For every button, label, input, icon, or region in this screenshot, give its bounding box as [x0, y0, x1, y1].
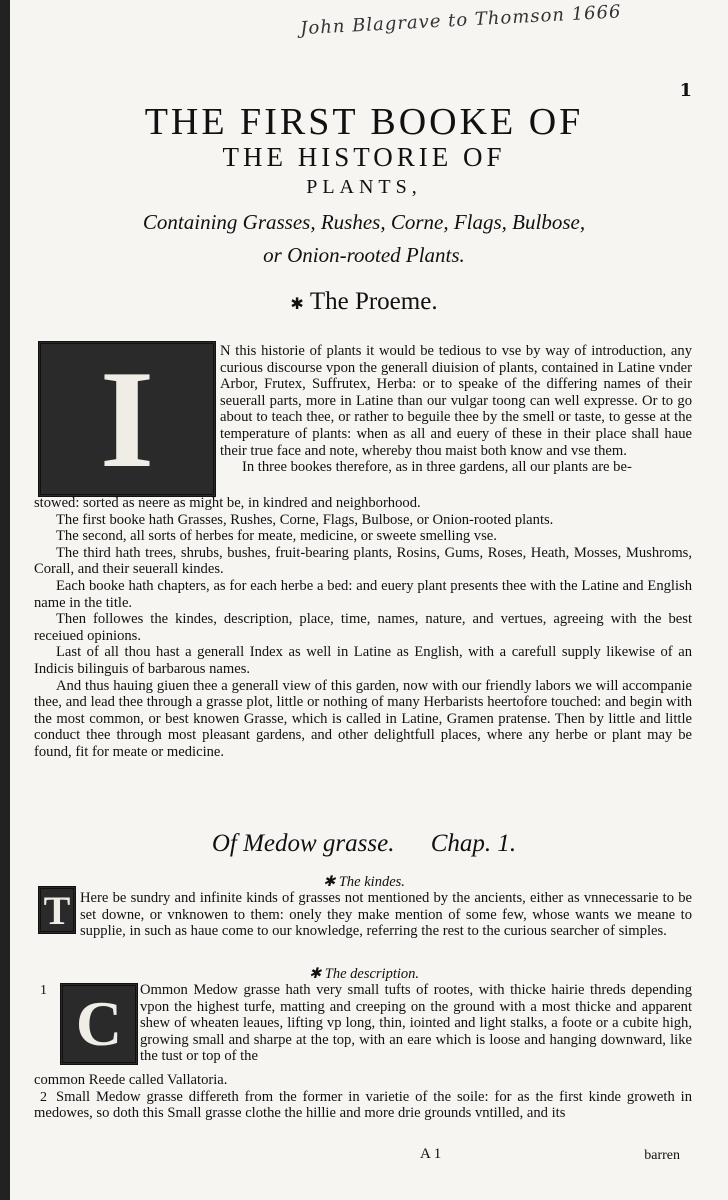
- description-paragraph: Ommon Medow grasse hath very small tufts of rootes, with thicke hairie threds depending vpon the highest turfe, matting and creeping on the ground with a most thicke and apparent shew of wheaten leaues, lifting vp long, thin, iointed and light stalks, a foote or a cubite high, growing small and sharpe at the top, with an eare which is loose and hanging downward, like the tust or top of the: [140, 982, 692, 1065]
- handwritten-note: John Blagrave to Thomson 1666: [299, 1, 622, 40]
- proeme-paragraph-1: [220, 343, 692, 476]
- proeme-text-4: The second, all sorts of herbes for meate, medicine, or sweete smelling vse.: [56, 528, 497, 545]
- title-line-1: THE FIRST BOOKE OF: [144, 101, 584, 143]
- item-number-2: 2: [40, 1090, 47, 1105]
- description-heading: ✱ The description.: [308, 966, 420, 982]
- asterisk-ornament-icon: ✱: [290, 296, 304, 313]
- subtitle-line-1: Containing Grasses, Rushes, Corne, Flags, Bulbose,: [142, 210, 586, 234]
- chapter-title: Of Medow grasse.: [211, 830, 395, 857]
- description-continuation: [34, 1072, 692, 1122]
- title-line-2: THE HISTORIE OF: [222, 142, 506, 172]
- proeme-paragraphs: [34, 495, 692, 761]
- proeme-text-9: And thus hauing giuen thee a generall view of this garden, now with our friendly labors we will accompanie thee, and lead thee through a grasse plot, little or nothing of many Herbarists heertofore touched: and begin with the most common, or best knowen Grasse, which is called in Latine, Gramen pratense. Then by little and little conduct thee through most pleasant gardens, and other delightfull places, where any herbe or plant may be found, fit for meate or medicine.: [34, 677, 692, 760]
- proeme-text-3: The first booke hath Grasses, Rushes, Corne, Flags, Bulbose, or Onion-rooted plants.: [56, 511, 554, 528]
- proeme-heading: [0, 288, 728, 316]
- proeme-text-5: The third hath trees, shrubs, bushes, fruit-bearing plants, Rosins, Gums, Roses, Heath, Mosses, Mushroms, Corall, and their seuerall kindes.: [34, 544, 692, 578]
- proeme-text-6: Each booke hath chapters, as for each herbe a bed: and euery plant presents thee with the Latine and English name in the title.: [34, 577, 692, 611]
- title-line-3: PLANTS,: [306, 176, 422, 198]
- chapter-number: Chap. 1.: [430, 830, 517, 857]
- proeme-text-2a: In three bookes therefore, as in three gardens, all our plants are be-: [242, 459, 632, 476]
- subtitle-line-2: or Onion-rooted Plants.: [263, 243, 465, 267]
- kindes-paragraph: Here be sundry and infinite kinds of grasses not mentioned by the ancients, either as vnnecessarie to be set downe, or vnknowen to them: onely they make mention of some few, whose wants we meane to supplie, in such as haue come to our knowledge, referring the rest to the curious searcher of simples.: [80, 890, 692, 940]
- page-number: 1: [679, 80, 692, 101]
- decorated-initial-T: T: [38, 886, 76, 934]
- proeme-text-8: Last of all thou hast a generall Index as well in Latine as English, with a carefull supply likewise of an Indicis bilinguis of barbarous names.: [34, 644, 692, 677]
- kindes-heading: ✱ The kindes.: [323, 874, 405, 890]
- decorated-initial-I: I: [38, 341, 216, 497]
- proeme-title: The Proeme.: [309, 288, 438, 315]
- small-grasse-paragraph: Small Medow grasse differeth from the former in varietie of the soile: for as the first kinde groweth in medowes, so doth this Small grasse clothe the hillie and more drie grounds vntilled, and its: [34, 1088, 692, 1122]
- item-number-1: 1: [40, 983, 47, 998]
- description-end: common Reede called Vallatoria.: [34, 1072, 228, 1088]
- chapter-heading: [0, 830, 728, 858]
- catchword: barren: [644, 1148, 680, 1163]
- proeme-text-1: N this historie of plants it would be tedious to vse by way of introduction, any curious discourse vpon the generall diuision of plants, contained in Latine vnder Arbor, Frutex, Suffrutex, Herba: or to speake of the differing names of their seuerall parts, more in Latine than our vulgar toong can well expresse. Or to go about to teach thee, or rather to beguile thee by the smell or taste, to gesse at the temperature of plants: when as all and euery of these in their place shall haue their true face and note, whereby thou maist both know and vse them.: [220, 343, 692, 459]
- decorated-initial-C: C: [60, 983, 138, 1065]
- signature-mark: A 1: [420, 1146, 442, 1162]
- proeme-text-7: Then followes the kindes, description, place, time, names, nature, and vertues, agreeing with the best receiued opinions.: [34, 611, 692, 644]
- proeme-text-2: stowed: sorted as neere as might be, in kindred and neighborhood.: [34, 495, 421, 511]
